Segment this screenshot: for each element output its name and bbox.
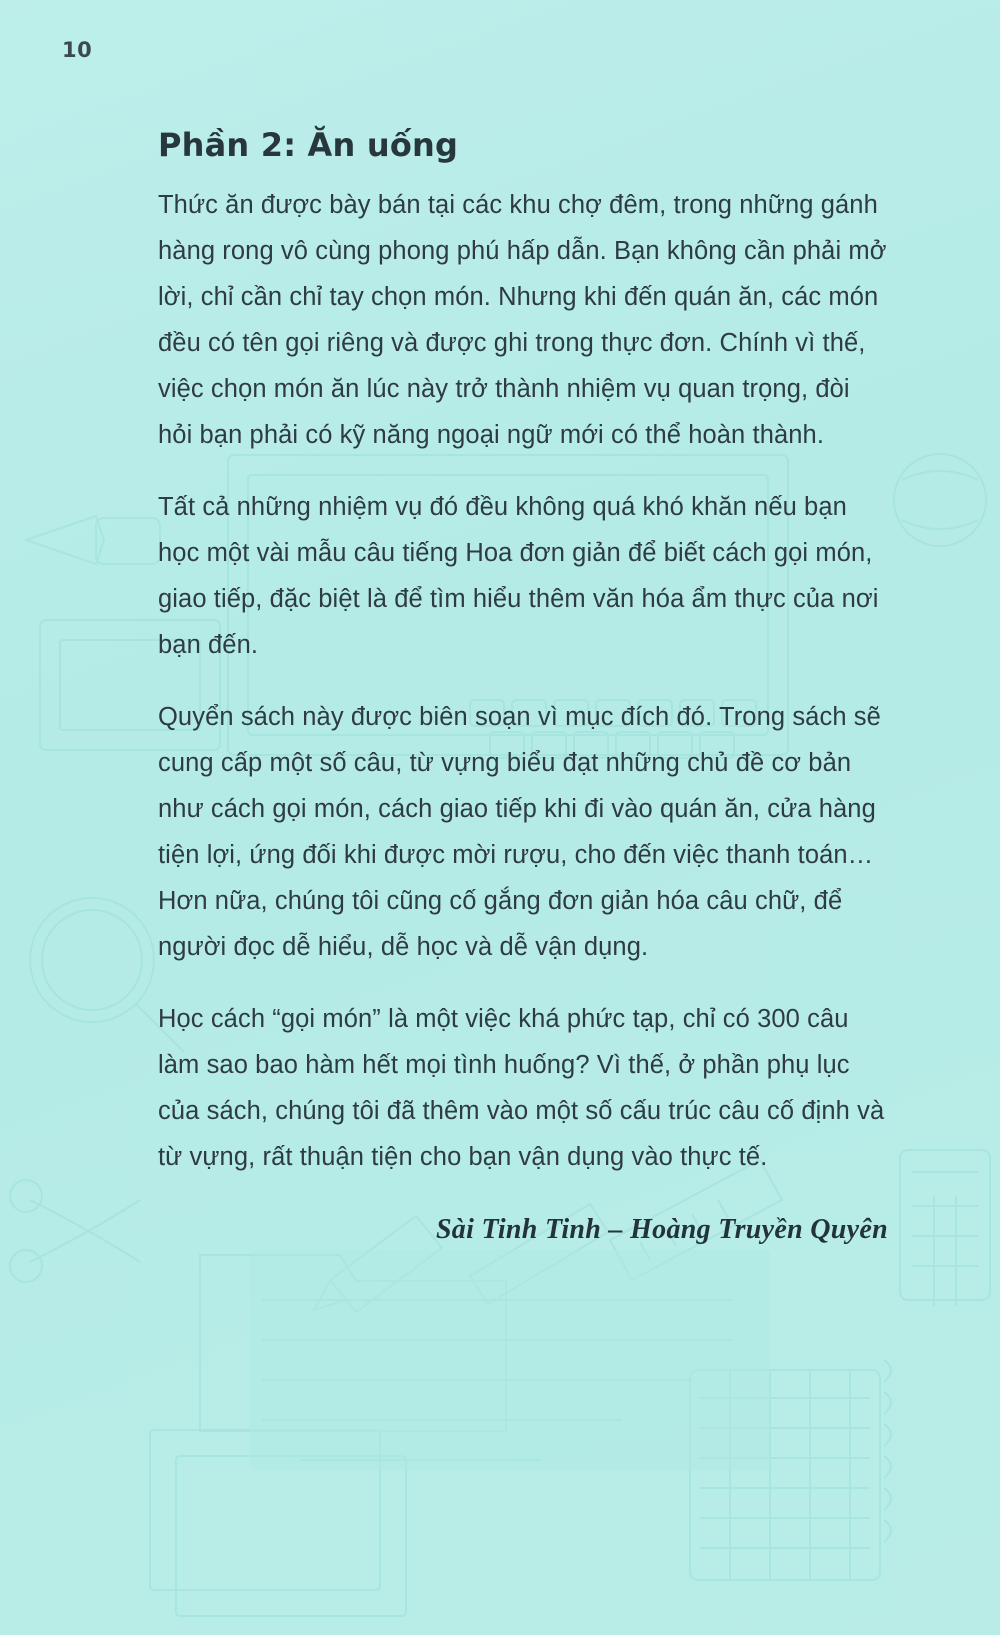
page-title: Phần 2: Ăn uống [158,126,459,164]
body-paragraph-4: Học cách “gọi món” là một việc khá phức tạp, chỉ có 300 câu làm sao bao hàm hết mọi tình huống? Vì thế, ở phần phụ lục của sách, chúng tôi đã thêm vào một số cấu trúc câu cố định và từ vựng, rất thuận tiện cho bạn vận dụng vào thực tế. [158,1005,885,1172]
page-number: 10 [62,38,93,62]
body-paragraph-1: Thức ăn được bày bán tại các khu chợ đêm, trong những gánh hàng rong vô cùng phong phú hấp dẫn. Bạn không cần phải mở lời, chỉ cần chỉ tay chọn món. Nhưng khi đến quán ăn, các món đều có tên gọi riêng và được ghi trong thực đơn. Chính vì thế, việc chọn món ăn lúc này trở thành nhiệm vụ quan trọng, đòi hỏi bạn phải có kỹ năng ngoại ngữ mới có thể hoàn thành. [158,191,887,450]
author-signature: Sài Tinh Tinh – Hoàng Truyền Quyên [435,1214,888,1246]
page-content [158,126,888,1246]
body-paragraph-2: Tất cả những nhiệm vụ đó đều không quá khó khăn nếu bạn học một vài mẫu câu tiếng Hoa đơn giản để biết cách gọi món, giao tiếp, đặc biệt là để tìm hiểu thêm văn hóa ẩm thực của nơi bạn đến. [158,493,879,660]
body-paragraph-3: Quyển sách này được biên soạn vì mục đích đó. Trong sách sẽ cung cấp một số câu, từ vựng biểu đạt những chủ đề cơ bản như cách gọi món, cách giao tiếp khi đi vào quán ăn, cửa hàng tiện lợi, ứng đối khi được mời rượu, cho đến việc thanh toán… Hơn nữa, chúng tôi cũng cố gắng đơn giản hóa câu chữ, để người đọc dễ hiểu, dễ học và dễ vận dụng. [158,703,881,962]
